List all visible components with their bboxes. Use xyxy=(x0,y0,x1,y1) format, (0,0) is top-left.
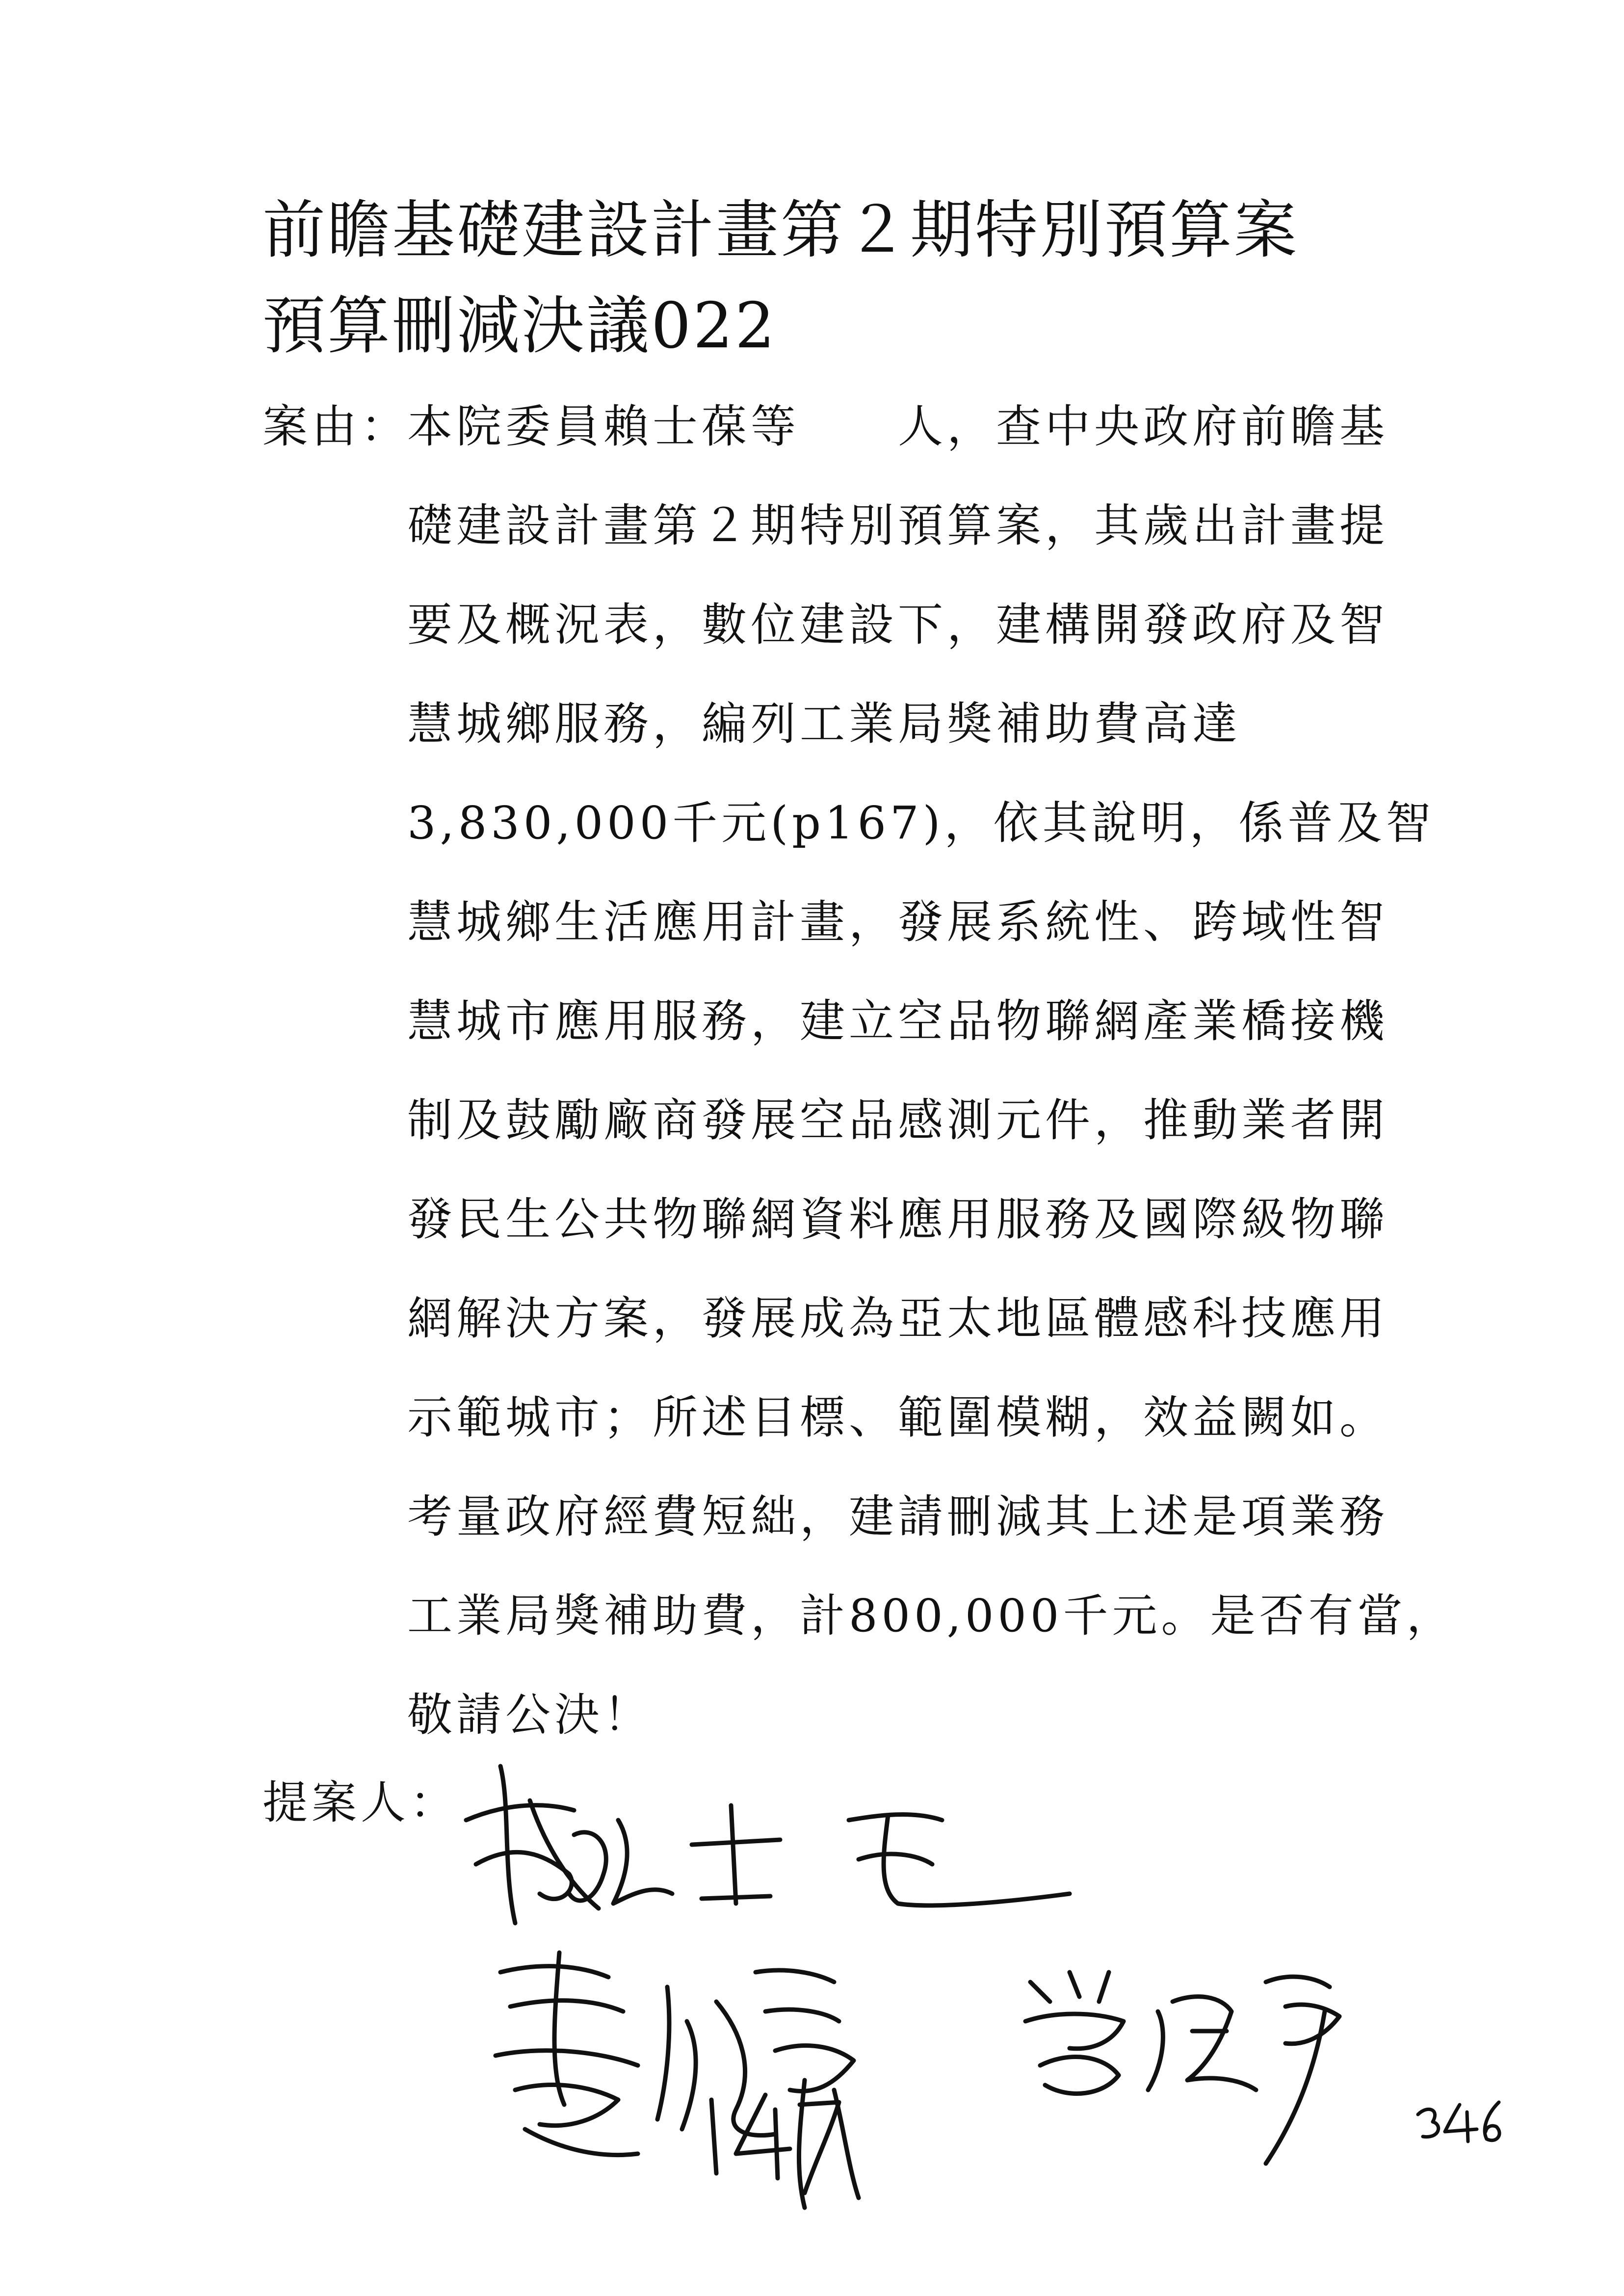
page-mark xyxy=(1413,2095,1506,2151)
signature-3 xyxy=(1011,1953,1384,2178)
document-title-line-1: 前瞻基礎建設計畫第２期特別預算案 xyxy=(262,194,1299,267)
body-line-6: 慧城鄉生活應用計畫，發展系統性、跨域性智 xyxy=(407,896,1389,948)
body-line-10: 網解決方案，發展成為亞太地區體感科技應用 xyxy=(407,1292,1389,1345)
body-line-9: 發民生公共物聯網資料應用服務及國際級物聯 xyxy=(407,1193,1389,1246)
body-line-7: 慧城市應用服務，建立空品物聯網產業橋接機 xyxy=(407,995,1389,1047)
body-line-3: 要及概況表，數位建設下，建構開發政府及智 xyxy=(407,599,1389,651)
body-line-5: 3,830,000千元(p167)，依其說明，係普及智 xyxy=(407,797,1435,849)
proposer-label: 提案人： xyxy=(262,1776,459,1829)
body-line-1: 本院委員賴士葆等 人，查中央政府前瞻基 xyxy=(407,400,1389,453)
handwritten-number-147 xyxy=(692,2080,849,2198)
body-line-8: 制及鼓勵廠商發展空品感測元件，推動業者開 xyxy=(407,1094,1389,1147)
body-line-13: 工業局獎補助費，計800,000千元。是否有當， xyxy=(407,1590,1456,1642)
body-line-2: 礎建設計畫第２期特別預算案，其歲出計畫提 xyxy=(407,499,1389,552)
document-title-line-2: 預算刪減決議022 xyxy=(262,289,777,363)
signature-1 xyxy=(456,1747,1094,1953)
body-line-12: 考量政府經費短絀，建請刪減其上述是項業務 xyxy=(407,1490,1389,1543)
body-line-14: 敬請公決！ xyxy=(407,1689,653,1741)
body-line-4: 慧城鄉服務，編列工業局獎補助費高達 xyxy=(407,698,1242,750)
body-line-11: 示範城市；所述目標、範圍模糊，效益闕如。 xyxy=(407,1391,1389,1444)
case-label: 案由： xyxy=(262,400,410,453)
